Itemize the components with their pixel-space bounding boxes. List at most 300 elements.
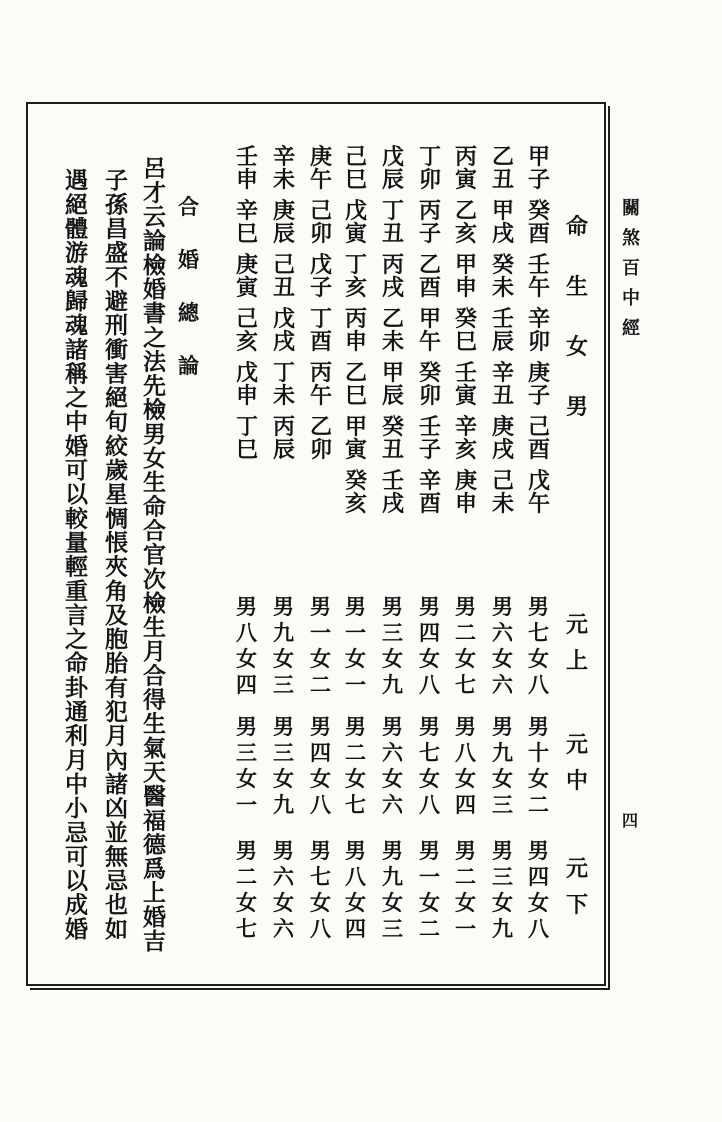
ganzhi-char: 戊 [236,360,259,386]
ganzhi-char: 甲 [345,414,368,440]
heading-char: 生 [566,274,589,300]
yuan-cell-middle [345,716,366,820]
yuan-char: 女 [528,766,549,791]
yuan-char: 三 [236,740,257,765]
ganzhi-char: 巳 [236,437,259,463]
ganzhi-char: 壬 [492,306,515,332]
yuan-char: 女 [382,766,403,791]
ganzhi-char: 巳 [236,221,259,247]
ganzhi-cell [382,470,404,516]
yuan-char: 一 [345,672,366,697]
yuan-char: 七 [528,620,549,645]
yuan-char: 三 [492,864,513,889]
ganzhi-char: 寅 [236,275,259,301]
yuan-cell-lower [455,840,476,944]
ganzhi-char: 辛 [273,144,296,170]
ganzhi-char: 酉 [419,275,442,301]
heading-middle [566,734,588,806]
ganzhi-cell [419,416,441,462]
heading-char: 元 [566,612,589,638]
yuan-char: 男 [345,594,366,619]
ganzhi-char: 丑 [382,437,405,463]
ganzhi-char: 丁 [382,198,405,224]
ganzhi-char: 辛 [492,360,515,386]
ganzhi-char: 癸 [419,360,442,386]
ganzhi-cell [419,470,441,516]
ganzhi-char: 己 [492,468,515,494]
ganzhi-char: 癸 [345,468,368,494]
essay-column: 遇絕體游魂歸魂諸稱之中婚可以較量輕重言之命卦通利月中小忌可以成婚 [61,167,88,941]
ganzhi-char: 戌 [492,437,515,463]
ganzhi-char: 巳 [455,329,478,355]
yuan-cell-upper [419,596,440,700]
ganzhi-char: 丁 [273,360,296,386]
ganzhi-char: 庚 [236,252,259,278]
ganzhi-cell [273,308,295,354]
ganzhi-cell [455,362,477,408]
yuan-char: 八 [310,792,331,817]
ganzhi-char: 酉 [419,491,442,517]
ganzhi-char: 丑 [273,275,296,301]
ganzhi-char: 卯 [528,329,551,355]
yuan-char: 四 [528,864,549,889]
yuan-char: 男 [528,838,549,863]
ganzhi-char: 戊 [273,306,296,332]
ganzhi-char: 未 [382,329,405,355]
ganzhi-cell [455,254,477,300]
ganzhi-char: 未 [492,491,515,517]
yuan-cell-upper [492,596,513,700]
yuan-cell-upper [455,596,476,700]
ganzhi-cell [455,146,477,192]
yuan-char: 女 [455,766,476,791]
ganzhi-char: 丑 [382,221,405,247]
ganzhi-char: 未 [273,167,296,193]
ganzhi-char: 甲 [455,252,478,278]
yuan-char: 女 [492,890,513,915]
yuan-char: 二 [236,864,257,889]
page-number: 四 [622,811,639,830]
ganzhi-char: 庚 [310,144,333,170]
table-column [528,146,550,524]
table-title [566,216,588,456]
ganzhi-char: 癸 [528,198,551,224]
ganzhi-cell [419,308,441,354]
yuan-char: 八 [310,916,331,941]
yuan-char: 三 [273,672,294,697]
yuan-cell-upper [528,596,549,700]
yuan-char: 七 [236,916,257,941]
yuan-char: 男 [419,838,440,863]
ganzhi-char: 庚 [455,468,478,494]
yuan-char: 九 [492,916,513,941]
yuan-char: 三 [273,740,294,765]
ganzhi-char: 甲 [528,144,551,170]
yuan-char: 七 [419,740,440,765]
ganzhi-char: 己 [345,144,368,170]
yuan-char: 四 [455,792,476,817]
ganzhi-char: 丙 [345,306,368,332]
ganzhi-char: 辰 [273,437,296,463]
ganzhi-char: 庚 [273,198,296,224]
yuan-char: 男 [492,838,513,863]
yuan-char: 女 [492,766,513,791]
ganzhi-cell [419,254,441,300]
yuan-cell-upper [345,596,366,700]
yuan-char: 八 [455,740,476,765]
yuan-char: 四 [345,916,366,941]
ganzhi-cell [492,416,514,462]
running-head [622,200,640,350]
ganzhi-cell [345,200,367,246]
ganzhi-cell [345,146,367,192]
ganzhi-char: 卯 [310,221,333,247]
heading-char: 上 [566,648,589,674]
ganzhi-char: 庚 [528,360,551,386]
yuan-char: 九 [492,740,513,765]
ganzhi-char: 戌 [273,329,296,355]
yuan-cell-upper [310,596,331,700]
yuan-cell-lower [419,840,440,944]
yuan-cell-middle [273,716,294,820]
yuan-char: 女 [455,890,476,915]
yuan-char: 三 [382,916,403,941]
ganzhi-cell [382,254,404,300]
heading-char: 命 [566,214,589,240]
ganzhi-char: 午 [528,491,551,517]
yuan-char: 二 [345,740,366,765]
ganzhi-char: 辰 [382,167,405,193]
ganzhi-char: 辰 [273,221,296,247]
yuan-char: 男 [455,594,476,619]
yuan-char: 女 [345,646,366,671]
essay-column: 子孫昌盛不避刑衝害絕旬絞歲星惆悵夾角及胞胎有犯月內諸凶並無忌也如 [101,167,128,941]
yuan-char: 男 [455,714,476,739]
yuan-cell-upper [236,596,257,700]
yuan-char: 一 [345,620,366,645]
ganzhi-cell [345,416,367,462]
yuan-char: 六 [382,740,403,765]
heading-char: 下 [566,892,589,918]
ganzhi-char: 未 [273,383,296,409]
yuan-cell-middle [492,716,513,820]
yuan-char: 女 [345,766,366,791]
yuan-char: 六 [492,672,513,697]
ganzhi-char: 午 [528,275,551,301]
yuan-char: 八 [528,916,549,941]
ganzhi-char: 戊 [382,144,405,170]
yuan-char: 男 [455,838,476,863]
yuan-char: 男 [310,594,331,619]
yuan-char: 男 [528,594,549,619]
running-head-char: 關 [622,198,640,219]
ganzhi-char: 巳 [345,383,368,409]
yuan-char: 四 [236,672,257,697]
ganzhi-char: 丙 [455,144,478,170]
ganzhi-cell [528,254,550,300]
ganzhi-cell [382,308,404,354]
yuan-cell-middle [236,716,257,820]
ganzhi-char: 戌 [382,491,405,517]
yuan-char: 女 [382,646,403,671]
ganzhi-cell [492,146,514,192]
yuan-char: 九 [382,864,403,889]
yuan-char: 女 [528,890,549,915]
yuan-cell-middle [382,716,403,820]
running-head-char: 煞 [622,228,640,249]
yuan-cell-middle [310,716,331,820]
ganzhi-char: 癸 [382,414,405,440]
ganzhi-char: 乙 [492,144,515,170]
ganzhi-cell [455,308,477,354]
ganzhi-cell [382,362,404,408]
running-head-char: 中 [622,288,640,309]
ganzhi-cell [492,470,514,516]
yuan-char: 二 [528,792,549,817]
yuan-char: 二 [419,916,440,941]
ganzhi-cell [345,362,367,408]
ganzhi-char: 癸 [455,306,478,332]
ganzhi-cell [382,416,404,462]
yuan-char: 女 [310,646,331,671]
heading-lower [566,858,588,930]
yuan-char: 女 [345,890,366,915]
ganzhi-char: 寅 [345,437,368,463]
ganzhi-char: 酉 [528,221,551,247]
section-title-char: 合 [178,194,199,219]
ganzhi-char: 乙 [419,252,442,278]
yuan-char: 女 [236,890,257,915]
ganzhi-char: 申 [455,491,478,517]
ganzhi-cell [236,254,258,300]
yuan-char: 二 [310,672,331,697]
table-column [273,146,295,470]
ganzhi-cell [273,146,295,192]
ganzhi-cell [528,362,550,408]
table-column [492,146,514,524]
ganzhi-char: 申 [236,383,259,409]
yuan-char: 女 [310,766,331,791]
yuan-char: 男 [345,838,366,863]
ganzhi-cell [273,200,295,246]
yuan-cell-upper [382,596,403,700]
ganzhi-char: 卯 [419,383,442,409]
yuan-char: 男 [310,838,331,863]
yuan-char: 七 [310,864,331,889]
ganzhi-char: 亥 [236,329,259,355]
ganzhi-char: 戌 [382,275,405,301]
ganzhi-char: 辛 [236,198,259,224]
ganzhi-cell [310,416,332,462]
yuan-char: 女 [382,890,403,915]
ganzhi-cell [419,146,441,192]
ganzhi-cell [310,200,332,246]
yuan-char: 七 [455,672,476,697]
yuan-char: 男 [382,838,403,863]
ganzhi-char: 午 [310,167,333,193]
yuan-cell-lower [382,840,403,944]
ganzhi-char: 癸 [492,252,515,278]
ganzhi-char: 亥 [345,275,368,301]
yuan-cell-lower [345,840,366,944]
ganzhi-char: 甲 [382,360,405,386]
yuan-cell-lower [236,840,257,944]
ganzhi-char: 子 [528,383,551,409]
section-title-char: 婚 [178,247,199,272]
ganzhi-char: 子 [310,275,333,301]
ganzhi-char: 寅 [345,221,368,247]
yuan-char: 女 [528,646,549,671]
ganzhi-cell [492,362,514,408]
yuan-char: 男 [382,714,403,739]
ganzhi-char: 壬 [236,144,259,170]
ganzhi-char: 亥 [455,437,478,463]
ganzhi-char: 己 [236,306,259,332]
running-head-char: 經 [622,318,640,339]
ganzhi-char: 丑 [492,167,515,193]
ganzhi-char: 丑 [492,383,515,409]
ganzhi-cell [419,362,441,408]
yuan-char: 男 [236,838,257,863]
ganzhi-char: 戌 [492,221,515,247]
yuan-char: 八 [528,672,549,697]
ganzhi-char: 乙 [382,306,405,332]
ganzhi-char: 辛 [528,306,551,332]
ganzhi-cell [345,308,367,354]
yuan-char: 女 [419,646,440,671]
ganzhi-char: 甲 [492,198,515,224]
yuan-char: 男 [492,714,513,739]
ganzhi-char: 己 [528,414,551,440]
yuan-char: 女 [419,890,440,915]
ganzhi-char: 子 [528,167,551,193]
ganzhi-char: 辰 [492,329,515,355]
yuan-cell-middle [419,716,440,820]
yuan-char: 女 [273,890,294,915]
ganzhi-cell [310,146,332,192]
ganzhi-char: 丁 [345,252,368,278]
ganzhi-char: 子 [419,437,442,463]
table-column [345,146,367,524]
ganzhi-char: 乙 [310,414,333,440]
yuan-char: 女 [236,766,257,791]
ganzhi-char: 丙 [273,414,296,440]
ganzhi-char: 子 [419,221,442,247]
ganzhi-char: 寅 [455,167,478,193]
ganzhi-char: 午 [310,383,333,409]
heading-upper [566,614,588,686]
ganzhi-char: 壬 [419,414,442,440]
yuan-char: 男 [382,594,403,619]
ganzhi-char: 辛 [419,468,442,494]
yuan-char: 女 [273,766,294,791]
yuan-char: 三 [492,792,513,817]
ganzhi-char: 丙 [382,252,405,278]
ganzhi-char: 庚 [492,414,515,440]
ganzhi-cell [382,146,404,192]
heading-char: 元 [566,856,589,882]
ganzhi-cell [455,470,477,516]
yuan-cell-lower [273,840,294,944]
yuan-cell-lower [492,840,513,944]
yuan-char: 二 [455,620,476,645]
yuan-char: 二 [455,864,476,889]
yuan-char: 八 [419,672,440,697]
table-column [455,146,477,524]
ganzhi-cell [273,416,295,462]
yuan-char: 八 [345,864,366,889]
ganzhi-cell [310,254,332,300]
yuan-char: 六 [492,620,513,645]
ganzhi-cell [310,308,332,354]
ganzhi-char: 酉 [310,329,333,355]
ganzhi-cell [236,416,258,462]
yuan-char: 十 [528,740,549,765]
yuan-char: 七 [345,792,366,817]
yuan-char: 六 [273,916,294,941]
ganzhi-char: 壬 [528,252,551,278]
yuan-char: 男 [492,594,513,619]
yuan-char: 女 [492,646,513,671]
ganzhi-char: 壬 [382,468,405,494]
yuan-char: 八 [236,620,257,645]
ganzhi-char: 乙 [345,360,368,386]
ganzhi-cell [273,362,295,408]
ganzhi-cell [419,200,441,246]
section-title [178,196,199,408]
yuan-char: 六 [382,792,403,817]
table-column [419,146,441,524]
ganzhi-cell [236,308,258,354]
ganzhi-char: 乙 [455,198,478,224]
ganzhi-cell [382,200,404,246]
ganzhi-cell [345,254,367,300]
ganzhi-char: 戊 [310,252,333,278]
ganzhi-cell [528,200,550,246]
yuan-char: 九 [273,792,294,817]
ganzhi-char: 戊 [528,468,551,494]
yuan-cell-lower [528,840,549,944]
ganzhi-cell [455,416,477,462]
ganzhi-char: 未 [492,275,515,301]
ganzhi-cell [310,362,332,408]
ganzhi-cell [528,308,550,354]
ganzhi-char: 卯 [310,437,333,463]
yuan-char: 八 [419,792,440,817]
ganzhi-char: 亥 [345,491,368,517]
yuan-char: 一 [419,864,440,889]
yuan-char: 男 [273,714,294,739]
table-column [382,146,404,524]
ganzhi-cell [528,470,550,516]
section-title-char: 論 [178,353,199,378]
ganzhi-cell [492,254,514,300]
ganzhi-cell [528,416,550,462]
ganzhi-char: 申 [455,275,478,301]
ganzhi-char: 甲 [419,306,442,332]
yuan-cell-upper [273,596,294,700]
yuan-char: 女 [419,766,440,791]
yuan-cell-middle [455,716,476,820]
ganzhi-char: 申 [236,167,259,193]
yuan-char: 男 [236,594,257,619]
ganzhi-char: 卯 [419,167,442,193]
ganzhi-char: 己 [273,252,296,278]
ganzhi-char: 丁 [310,306,333,332]
ganzhi-char: 寅 [455,383,478,409]
ganzhi-char: 壬 [455,360,478,386]
heading-char: 中 [566,768,589,794]
